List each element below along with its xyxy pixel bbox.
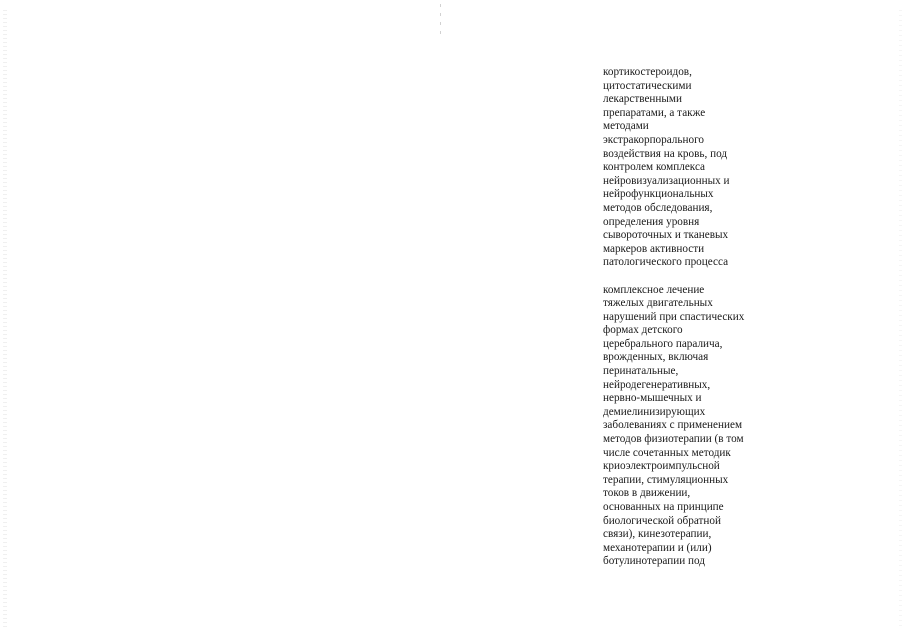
fold-marks <box>440 4 442 48</box>
text-line: кортикостероидов, <box>603 66 692 78</box>
text-line: цитостатическими <box>603 79 692 92</box>
text-line: терапии, стимуляционных <box>603 473 729 486</box>
text-line: заболеваниях с применением <box>603 419 743 432</box>
text-line: сывороточных и тканевых <box>603 229 729 242</box>
text-line: нарушений при спастических <box>603 310 745 323</box>
text-line: воздействия на кровь, под <box>603 147 728 160</box>
scan-edge-left <box>3 10 7 630</box>
text-line: церебрального паралича, <box>603 337 723 350</box>
text-line: ботулинотерапии под <box>603 555 705 568</box>
scan-edge-right <box>899 10 902 630</box>
text-line: перинатальные, <box>603 365 679 378</box>
text-line: маркеров активности <box>603 242 705 255</box>
text-line: определения уровня <box>603 215 700 228</box>
text-line: механотерапии и (или) <box>603 541 712 554</box>
text-line: нейродегенеративных, <box>603 378 711 391</box>
text-line: методами <box>603 120 649 133</box>
text-line: биологической обратной <box>603 514 721 527</box>
text-line: формах детского <box>603 324 683 337</box>
text-line: нервно-мышечных и <box>603 392 702 405</box>
paragraph-2 <box>603 284 803 569</box>
text-line: методов обследования, <box>603 201 713 214</box>
text-line: экстракорпорального <box>603 133 704 146</box>
text-line: криоэлектроимпульсной <box>603 460 720 473</box>
text-line: патологического процесса <box>603 256 729 269</box>
text-line: нейрофункциональных <box>603 188 714 201</box>
text-line: связи), кинезотерапии, <box>603 528 712 541</box>
text-line: методов физиотерапии (в том <box>603 433 744 446</box>
text-line: демиелинизирующих <box>603 405 706 418</box>
text-line: токов в движении, <box>603 487 691 500</box>
text-line: контролем комплекса <box>603 161 706 174</box>
text-line: тяжелых двигательных <box>603 297 713 310</box>
text-line: основанных на принципе <box>603 501 724 513</box>
text-line: врожденных, включая <box>603 351 709 364</box>
text-column <box>603 66 803 569</box>
text-line: числе сочетанных методик <box>603 446 731 459</box>
text-line: препаратами, а также <box>603 106 706 119</box>
paragraph-1 <box>603 66 803 270</box>
text-line: лекарственными <box>603 93 682 106</box>
text-line: комплексное лечение <box>603 283 705 296</box>
text-line: нейровизуализационных и <box>603 174 730 187</box>
